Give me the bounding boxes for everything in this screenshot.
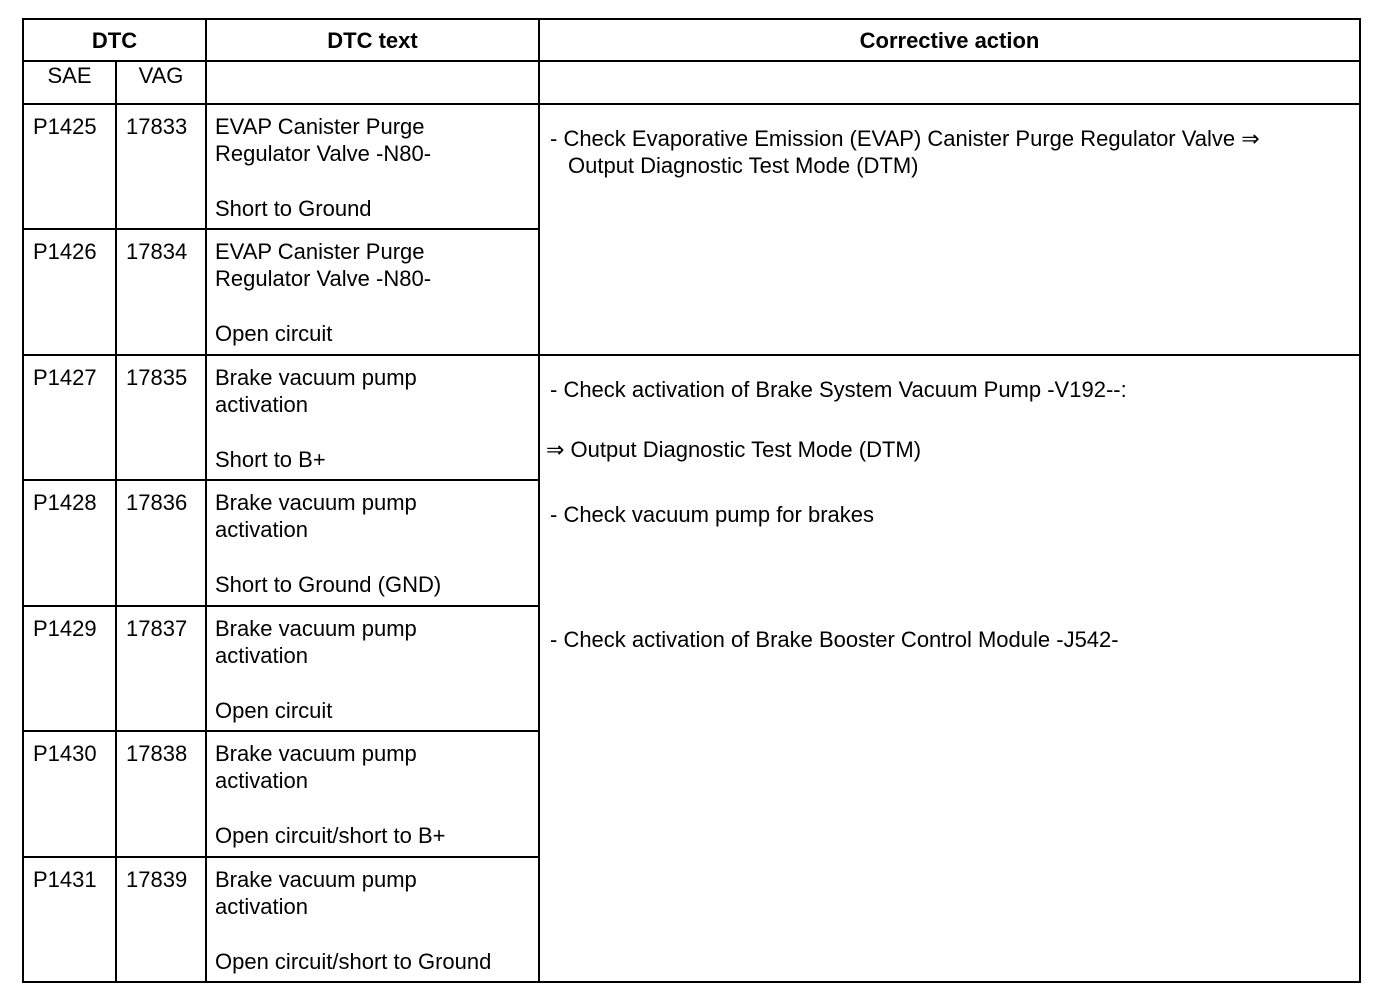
subheader-empty [539,61,1360,103]
header-dtc-text: DTC text [206,19,539,61]
corrective-action-group2 [539,355,1360,982]
dtc-condition: Short to Ground (GND) [215,572,442,598]
sae-code: P1428 [23,480,116,605]
dtc-text [206,104,539,229]
subheader-empty [206,61,539,103]
dtc-text-line: Regulator Valve -N80- [215,140,432,166]
sae-code: P1427 [23,355,116,480]
sae-code: P1425 [23,104,116,229]
dtc-condition: Open circuit/short to B+ [215,823,446,849]
header-corrective-action: Corrective action [539,19,1360,61]
dtc-condition: Short to B+ [215,446,326,472]
header-vag: VAG [116,61,206,103]
dtc-text-line: Brake vacuum pump [215,615,417,641]
dtc-text-line: Brake vacuum pump [215,866,417,892]
dtc-text-line: EVAP Canister Purge [215,113,425,139]
vag-code: 17835 [116,355,206,480]
table-row [23,355,1360,480]
dtc-text [206,229,539,354]
dtc-text [206,731,539,856]
sae-code: P1431 [23,857,116,983]
dtc-condition: Short to Ground [215,195,372,221]
corrective-action-group1 [539,104,1360,355]
header-row [23,19,1360,61]
vag-code: 17837 [116,606,206,731]
subheader-row [23,61,1360,103]
dtc-text-line: activation [215,391,308,417]
action-line: - Check Evaporative Emission (EVAP) Canister Purge Regulator Valve ⇒ [550,125,1260,151]
vag-code: 17833 [116,104,206,229]
dtc-text-line: Brake vacuum pump [215,364,417,390]
dtc-text-line: Brake vacuum pump [215,741,417,767]
dtc-text [206,480,539,605]
dtc-text [206,355,539,480]
table-row [23,104,1360,229]
dtc-table [22,18,1361,983]
sae-code: P1430 [23,731,116,856]
header-dtc: DTC [23,19,206,61]
header-sae: SAE [23,61,116,103]
vag-code: 17836 [116,480,206,605]
vag-code: 17834 [116,229,206,354]
action-line: - Check activation of Brake System Vacuum Pump -V192--: [550,376,1127,402]
dtc-text-line: Regulator Valve -N80- [215,266,432,292]
dtc-condition: Open circuit/short to Ground [215,948,492,974]
action-line: - Check vacuum pump for brakes [550,501,875,527]
vag-code: 17839 [116,857,206,983]
dtc-condition: Open circuit [215,697,333,723]
dtc-text-line: EVAP Canister Purge [215,239,425,265]
action-line: ⇒ Output Diagnostic Test Mode (DTM) [546,436,922,462]
dtc-text-line: Brake vacuum pump [215,490,417,516]
dtc-text [206,857,539,983]
dtc-text-line: activation [215,893,308,919]
sae-code: P1426 [23,229,116,354]
action-line: Output Diagnostic Test Mode (DTM) [568,152,919,178]
action-line: - Check activation of Brake Booster Control Module -J542- [550,626,1119,652]
sae-code: P1429 [23,606,116,731]
dtc-text [206,606,539,731]
dtc-condition: Open circuit [215,321,333,347]
dtc-text-line: activation [215,768,308,794]
dtc-text-line: activation [215,517,308,543]
dtc-text-line: activation [215,642,308,668]
vag-code: 17838 [116,731,206,856]
